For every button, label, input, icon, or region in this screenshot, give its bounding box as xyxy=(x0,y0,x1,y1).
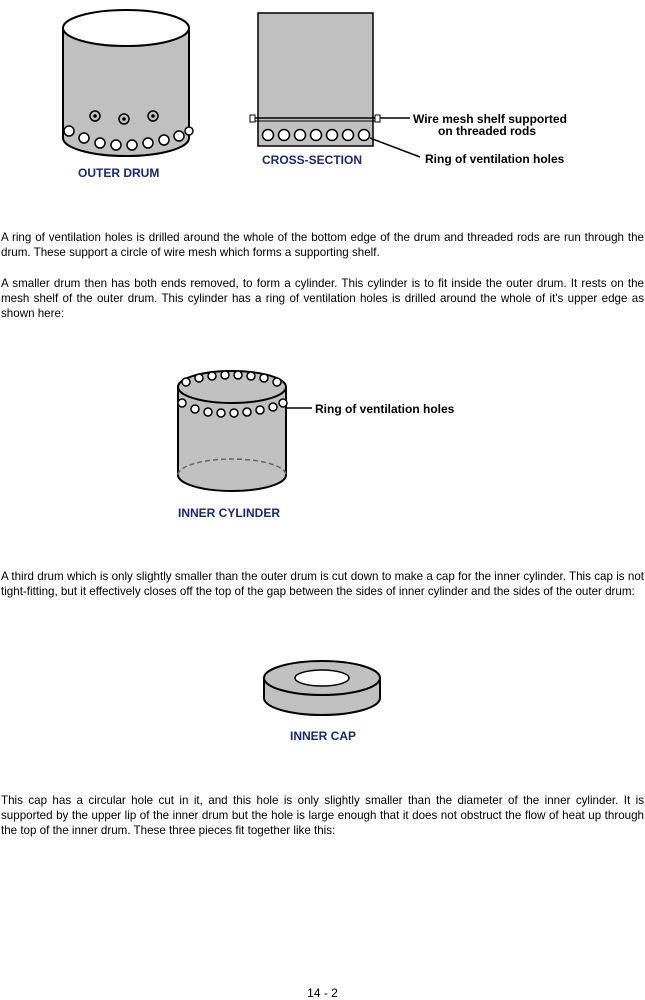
inner-cap-drawing xyxy=(264,661,380,715)
page-number: 14 - 2 xyxy=(307,986,338,1000)
shelf-label-line2: on threaded rods xyxy=(438,124,537,138)
inner-cylinder-holes-label: Ring of ventilation holes xyxy=(315,402,455,416)
paragraph-1: A ring of ventilation holes is drilled around the whole of the bottom edge of the drum and threaded rods are run through the drum. These support a circle of wire mesh which forms a supporting shelf. xyxy=(1,231,644,259)
inner-cylinder-drawing xyxy=(178,371,312,491)
paragraph-4: This cap has a circular hole cut in it, and this hole is only slightly smaller than the diameter of the inner cylinder. It is supported by the upper lip of the inner drum but the hole is large enough that it does not obstruct the flow of heat up through the top of the inner drum. These three pieces fit together like this: xyxy=(1,794,644,837)
paragraph-3: A third drum which is only slightly smaller than the outer drum is cut down to make a cap for the inner cylinder. This cap is not tight-fitting, but it effectively closes off the top of the gap between the sides of inner cylinder and the sides of the outer drum: xyxy=(1,570,644,598)
paragraph-2: A smaller drum then has both ends removed, to form a cylinder. This cylinder is to fit inside the outer drum. It rests on the mesh shelf of the outer drum. This cylinder has a ring of ventilation holes is drilled around the whole of it's upper edge as shown here: xyxy=(1,277,644,320)
outer-drum-caption: OUTER DRUM xyxy=(78,166,160,180)
outer-drum-drawing xyxy=(63,10,193,156)
holes-label: Ring of ventilation holes xyxy=(425,152,565,166)
cross-section-drawing xyxy=(250,13,420,157)
cross-section-caption: CROSS-SECTION xyxy=(262,153,363,167)
inner-cap-caption: INNER CAP xyxy=(290,729,357,743)
shelf-label-line1: Wire mesh shelf supported xyxy=(413,112,567,126)
inner-cylinder-caption: INNER CYLINDER xyxy=(178,506,281,520)
